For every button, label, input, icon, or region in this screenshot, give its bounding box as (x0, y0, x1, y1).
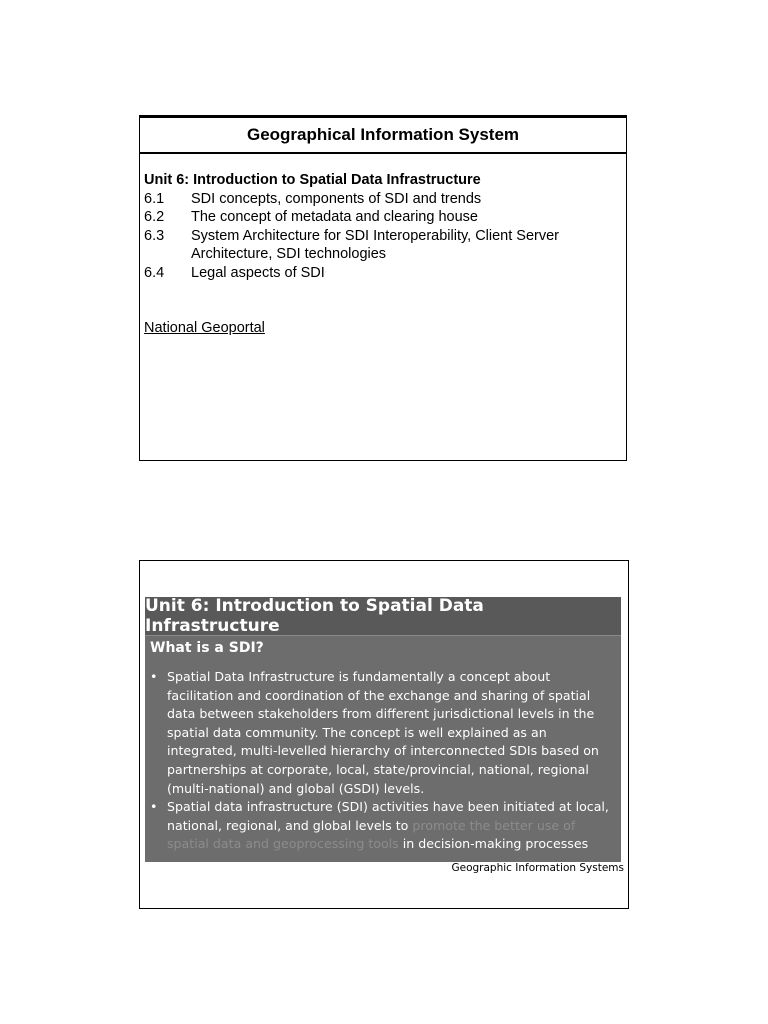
slide-2-footer: Geographic Information Systems (451, 862, 624, 874)
bullet-icon: • (150, 669, 158, 684)
toc-item-number: 6.3 (144, 227, 165, 244)
toc-item-text: SDI concepts, components of SDI and trends (191, 190, 482, 207)
bullet-text-faded: promote the better use of spatial data and geoprocessing tools (167, 817, 576, 852)
toc-item-text: System Architecture for SDI Interoperability, Client Server Architecture, SDI technologies (191, 227, 560, 262)
bullet-text-end: in decision-making processes (402, 836, 589, 852)
toc-item (144, 264, 622, 283)
bullet-text (167, 798, 613, 854)
slide-2 (139, 560, 629, 909)
slide-1-title: Geographical Information System (140, 116, 626, 154)
national-geoportal-link[interactable]: National Geoportal (144, 320, 265, 336)
unit-heading: Unit 6: Introduction to Spatial Data Infrastructure (144, 172, 481, 188)
toc-item (144, 227, 622, 264)
toc-item-number: 6.2 (144, 209, 165, 225)
toc-item (144, 190, 622, 209)
slide-1-content (144, 171, 622, 338)
bullet-icon: • (150, 799, 158, 815)
bullet-item (150, 668, 613, 798)
slide-2-title: Unit 6: Introduction to Spatial Data Infrastructure (145, 597, 621, 636)
toc-item (144, 208, 622, 227)
bullet-item (150, 798, 613, 854)
bullet-text-start: Spatial data infrastructure (SDI) activities have been initiated at local, national, regional, and global levels to (167, 799, 609, 833)
slide-2-panel (145, 597, 621, 862)
toc-item-text: The concept of metadata and clearing house (191, 209, 478, 225)
bullet-list (145, 664, 621, 854)
bullet-text: Spatial Data Infrastructure is fundamentally a concept about facilitation and coordination of the exchange and sharing of spatial data between stakeholders from different jurisdictional levels in the spatial data community. The concept is well explained as an integrated, multi-levelled hierarchy of interconnected SDIs based on partnerships at corporate, local, state/provincial, national, regional (multi-national) and global (GSDI) levels. (167, 669, 599, 796)
slide-1 (139, 115, 627, 461)
toc-item-number: 6.4 (144, 264, 165, 281)
slide-2-subheading: What is a SDI? (150, 640, 264, 656)
toc-item-number: 6.1 (144, 190, 165, 207)
toc-item-text: Legal aspects of SDI (191, 264, 325, 281)
